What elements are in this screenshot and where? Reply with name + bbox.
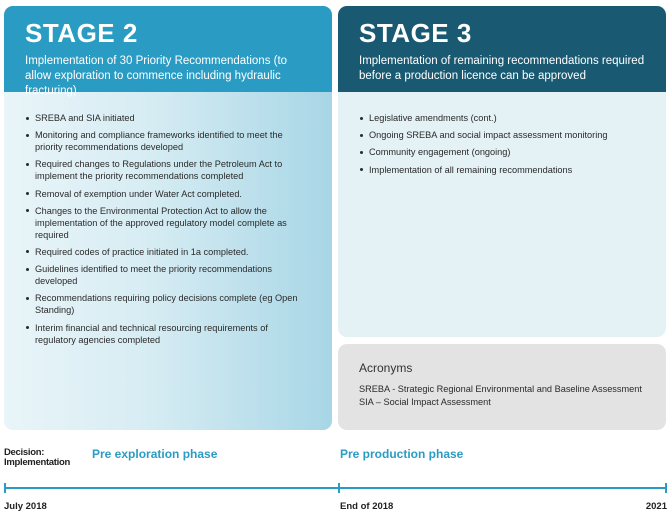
decision-line-2: Implementation — [4, 457, 71, 468]
list-item: SREBA and SIA initiated — [26, 112, 304, 124]
stage-2-list — [26, 112, 304, 351]
stage-3-list — [360, 112, 638, 181]
timeline-label-mid: End of 2018 — [340, 501, 394, 512]
acronyms-title: Acronyms — [359, 361, 413, 375]
list-item: Interim financial and technical resourcing requirements of regulatory agencies completed — [26, 322, 304, 346]
list-item: Changes to the Environmental Protection Act to allow the implementation of the approved regulatory model complete as required — [26, 205, 304, 241]
acronym-sreba: SREBA - Strategic Regional Environmental and Baseline Assessment — [359, 384, 642, 394]
timeline-line — [4, 487, 667, 489]
stage-2-panel — [4, 6, 332, 430]
decision-label — [4, 448, 70, 468]
list-item: Ongoing SREBA and social impact assessment monitoring — [360, 129, 638, 141]
timeline-tick-start — [4, 483, 6, 493]
decision-line-1: Decision: — [4, 447, 45, 458]
stage-3-header — [338, 6, 666, 92]
list-item: Required changes to Regulations under the Petroleum Act to implement the priority recommendations completed — [26, 158, 304, 182]
timeline-tick-end — [665, 483, 667, 493]
stage-2-header — [4, 6, 332, 97]
list-item: Guidelines identified to meet the priority recommendations developed — [26, 263, 304, 287]
pre-exploration-phase-label: Pre exploration phase — [92, 447, 218, 461]
list-item: Legislative amendments (cont.) — [360, 112, 638, 124]
timeline-tick-mid — [338, 483, 340, 493]
stage-3-title: STAGE 3 — [359, 18, 472, 48]
stage-2-subtitle: Implementation of 30 Priority Recommendations (to allow exploration to commence including hydraulic fracturing) — [25, 55, 288, 97]
stage-2-title: STAGE 2 — [25, 18, 138, 48]
acronym-sia: SIA – Social Impact Assessment — [359, 397, 491, 407]
list-item: Implementation of all remaining recommendations — [360, 164, 638, 176]
acronyms-panel — [338, 344, 666, 430]
list-item: Required codes of practice initiated in 1a completed. — [26, 246, 304, 258]
pre-production-phase-label: Pre production phase — [340, 447, 464, 461]
timeline-label-end: 2021 — [645, 501, 667, 512]
list-item: Community engagement (ongoing) — [360, 146, 638, 158]
timeline-label-start: July 2018 — [4, 501, 47, 512]
list-item: Monitoring and compliance frameworks identified to meet the priority recommendations developed — [26, 129, 304, 153]
stage-3-panel — [338, 6, 666, 337]
list-item: Recommendations requiring policy decisions complete (eg Open Standing) — [26, 292, 304, 316]
stage-3-subtitle: Implementation of remaining recommendations required before a production licence can be approved — [359, 55, 645, 82]
list-item: Removal of exemption under Water Act completed. — [26, 188, 304, 200]
